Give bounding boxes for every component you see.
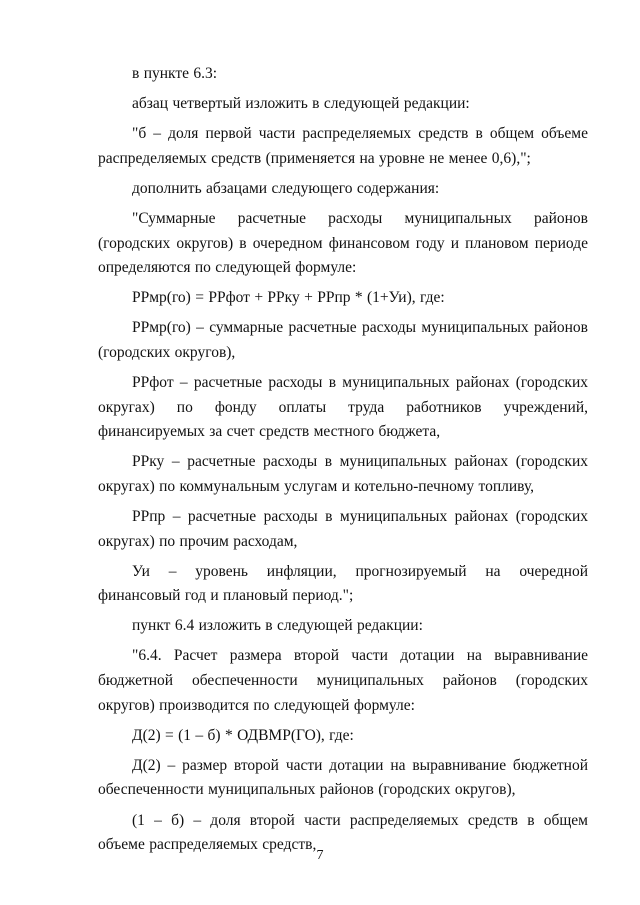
page-number: 7: [316, 848, 324, 863]
document-body: [98, 62, 588, 863]
paragraph-total-expenses-intro: "Суммарные расчетные расходы муниципальных районов (городских округов) в очередном финансовом году и плановом периоде определяются по следующей формуле:: [98, 209, 588, 277]
paragraph-clause-6-4-instruction: пункт 6.4 изложить в следующей редакции:: [132, 617, 423, 635]
definition-rrku: РРку – расчетные расходы в муниципальных районах (городских округах) по коммунальным услугам и котельно-печному топливу,: [98, 453, 588, 495]
paragraph-fourth-abzac-instruction: абзац четвертый изложить в следующей редакции:: [132, 95, 470, 113]
formula-d2: Д(2) = (1 – б) * ОДВМР(ГО), где:: [132, 726, 354, 744]
paragraph-b-definition: "б – доля первой части распределяемых средств в общем объеме распределяемых средств (применяется на уровне не менее 0,6),";: [98, 125, 588, 167]
definition-rrmr: РРмр(го) – суммарные расчетные расходы муниципальных районов (городских округов),: [98, 319, 588, 361]
definition-rrpr: РРпр – расчетные расходы в муниципальных районах (городских округах) по прочим расходам,: [98, 508, 588, 550]
definition-rrfot: РРфот – расчетные расходы в муниципальных районах (городских округах) по фонду оплаты труда работников учреждений, финансируемых за счет средств местного бюджета,: [98, 374, 588, 441]
formula-rrmr: РРмр(го) = РРфот + РРку + РРпр * (1+Уи), где:: [132, 289, 445, 307]
definition-ui: Уи – уровень инфляции, прогнозируемый на очередной финансовый год и плановый период.";: [98, 562, 588, 605]
definition-d2: Д(2) – размер второй части дотации на выравнивание бюджетной обеспеченности муниципальных районов (городских округов),: [98, 756, 588, 799]
paragraph-clause-6-4-text: "6.4. Расчет размера второй части дотации на выравнивание бюджетной обеспеченности муниципальных районов (городских округов) производится по следующей формуле:: [98, 647, 588, 714]
paragraph-clause-6-3-intro: в пункте 6.3:: [132, 65, 218, 82]
definition-one-minus-b: (1 – б) – доля второй части распределяемых средств в общем объеме распределяемых средств,: [98, 811, 588, 854]
paragraph-supplement-instruction: дополнить абзацами следующего содержания:: [132, 179, 440, 197]
